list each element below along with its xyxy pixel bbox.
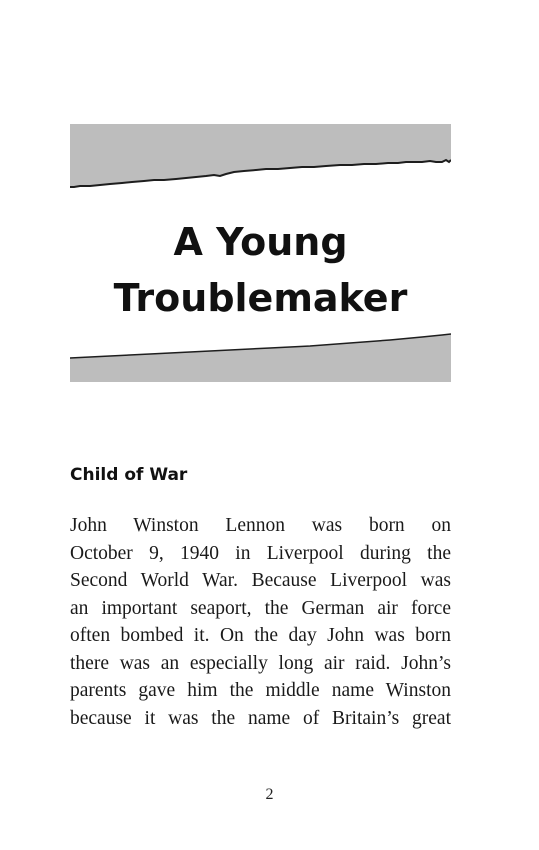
body-line: there was an especially long air raid. John’s [70, 652, 451, 674]
body-line: because it was the name of Britain’s great [70, 707, 451, 729]
page-number: 2 [265, 786, 274, 803]
chapter-header-band-bottom [70, 330, 451, 382]
body-line: an important seaport, the German air force [70, 597, 451, 619]
body-line: often bombed it. On the day John was born [70, 625, 451, 646]
chapter-title-line: Troublemaker [113, 276, 408, 320]
body-line: John Winston Lennon was born on [70, 515, 451, 536]
torn-paper-band-top [70, 124, 451, 190]
body-paragraph [70, 512, 451, 732]
body-line: October 9, 1940 in Liverpool during the [70, 542, 451, 564]
body-line: Second World War. Because Liverpool was [70, 570, 451, 591]
chapter-title-line: A Young [173, 220, 348, 264]
body-line: parents gave him the middle name Winston [70, 680, 451, 701]
section-heading: Child of War [70, 465, 188, 485]
chapter-title [70, 214, 451, 326]
torn-paper-band-bottom [70, 330, 451, 382]
chapter-header-band-top [70, 124, 451, 190]
